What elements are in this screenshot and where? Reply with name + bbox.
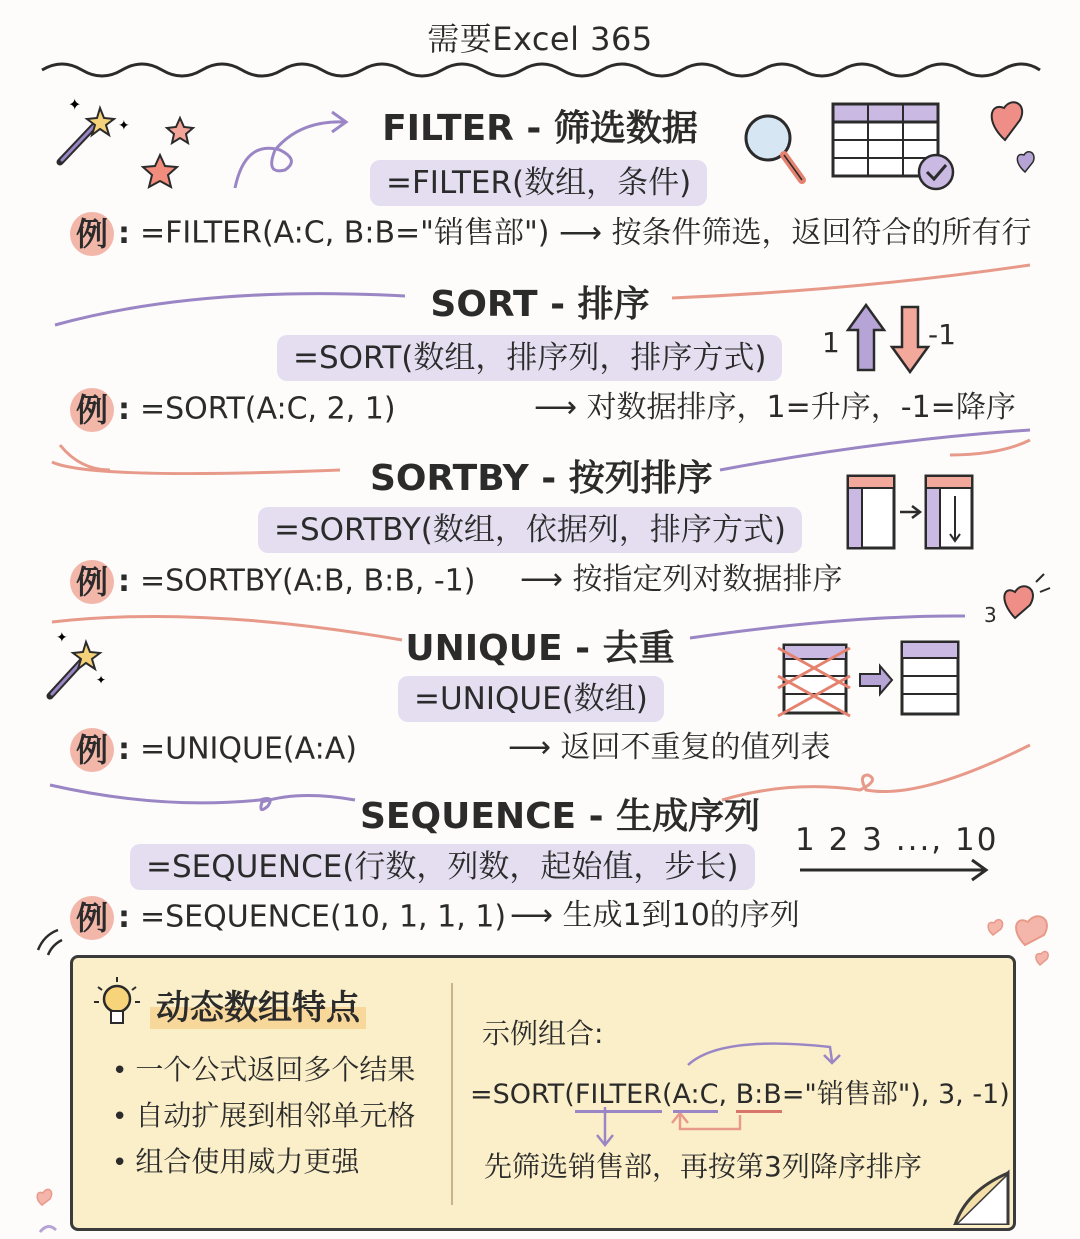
- example-formula: =SORT(A:C, 2, 1): [140, 391, 396, 427]
- syntax-unique: =UNIQUE(数组): [398, 676, 664, 722]
- star-icon: [143, 118, 193, 187]
- summary-bullet: • 自动扩展到相邻单元格: [112, 1094, 415, 1134]
- example-formula: =UNIQUE(A:A): [140, 731, 357, 767]
- swoosh: [672, 265, 1030, 298]
- heart-icon: [1004, 574, 1050, 618]
- page-title: 需要Excel 365: [427, 20, 653, 58]
- swoosh: [55, 294, 405, 325]
- summary-title: 动态数组特点: [150, 980, 366, 1029]
- arrow-down-icon: [892, 307, 928, 372]
- combo-formula: =SORT(FILTER(A:C, B:B="销售部"), 3, -1): [470, 1072, 1010, 1111]
- column-sort-icon: [848, 476, 972, 548]
- combo-label: 示例组合:: [482, 1017, 604, 1050]
- heart-icon: [992, 102, 1034, 172]
- svg-text:✦: ✦: [56, 630, 68, 646]
- section-title-unique: UNIQUE - 去重: [405, 628, 675, 669]
- example-text: =FILTER(A:C, B:B="销售部") ⟶ 按条件筛选，返回符合的所有行: [140, 215, 1032, 251]
- example-sequence: 例 : =SEQUENCE(10, 1, 1, 1): [70, 896, 506, 940]
- swoosh: [720, 430, 1030, 470]
- swoosh: [52, 445, 340, 474]
- section-title-filter: FILTER - 筛选数据: [382, 108, 698, 149]
- example-desc-unique: ⟶ 返回不重复的值列表: [508, 730, 831, 765]
- example-badge: 例: [70, 388, 114, 432]
- syntax-sequence: =SEQUENCE(行数，列数，起始值，步长): [130, 844, 755, 890]
- swoosh: [52, 616, 402, 640]
- dedupe-icon: [778, 642, 958, 716]
- syntax-filter: =FILTER(数组，条件): [370, 160, 707, 206]
- section-title-sortby: SORTBY - 按列排序: [370, 458, 713, 499]
- example-desc-sort: ⟶ 对数据排序，1=升序，-1=降序: [534, 390, 1016, 425]
- swoosh: [950, 440, 1030, 455]
- example-badge: 例: [70, 560, 114, 604]
- arrow-down-label: -1: [928, 318, 956, 351]
- summary-bullet: • 一个公式返回多个结果: [112, 1048, 415, 1088]
- combo-desc: 先筛选销售部，再按第3列降序排序: [484, 1150, 922, 1183]
- section-title-sort: SORT - 排序: [430, 284, 650, 325]
- svg-text:✦: ✦: [68, 95, 82, 114]
- example-formula: =SORTBY(A:B, B:B, -1): [140, 563, 476, 599]
- section-title-sequence: SEQUENCE - 生成序列: [360, 796, 761, 837]
- svg-text:✦: ✦: [118, 118, 130, 134]
- curly-arrow: [235, 122, 345, 188]
- magic-wand-icon: [50, 630, 106, 696]
- swoosh: [50, 785, 355, 810]
- swoosh: [690, 616, 965, 638]
- syntax-sort: =SORT(数组，排序列，排序方式): [277, 335, 782, 381]
- example-badge: 例: [70, 896, 114, 940]
- example-filter: 例 : =FILTER(A:C, B:B="销售部") ⟶ 按条件筛选，返回符合的所有行: [70, 212, 1032, 256]
- arrow-up-icon: [848, 305, 884, 370]
- sequence-display: 1 2 3 ..., 10: [795, 822, 999, 858]
- example-unique: 例 : =UNIQUE(A:A): [70, 728, 357, 772]
- check-icon: [919, 155, 953, 189]
- example-formula: =SEQUENCE(10, 1, 1, 1): [140, 899, 507, 935]
- example-desc-sequence: ⟶ 生成1到10的序列: [510, 898, 800, 933]
- magic-wand-icon: [60, 95, 130, 162]
- example-badge: 例: [70, 728, 114, 772]
- example-sort: 例 : =SORT(A:C, 2, 1): [70, 388, 396, 432]
- header-wavy-line: [42, 64, 1040, 76]
- example-sortby: 例 : =SORTBY(A:B, B:B, -1): [70, 560, 475, 604]
- magnifier-icon: [746, 116, 802, 180]
- syntax-sortby: =SORTBY(数组，依据列，排序方式): [258, 507, 802, 553]
- example-badge: 例: [70, 212, 114, 256]
- summary-bullet: • 组合使用威力更强: [112, 1140, 359, 1180]
- arrow-up-label: 1: [822, 326, 840, 359]
- svg-text:✦: ✦: [96, 673, 107, 687]
- example-desc-sortby: ⟶ 按指定列对数据排序: [520, 562, 843, 597]
- doodle-number: 3: [984, 603, 997, 627]
- lightbulb-icon: [92, 975, 142, 1035]
